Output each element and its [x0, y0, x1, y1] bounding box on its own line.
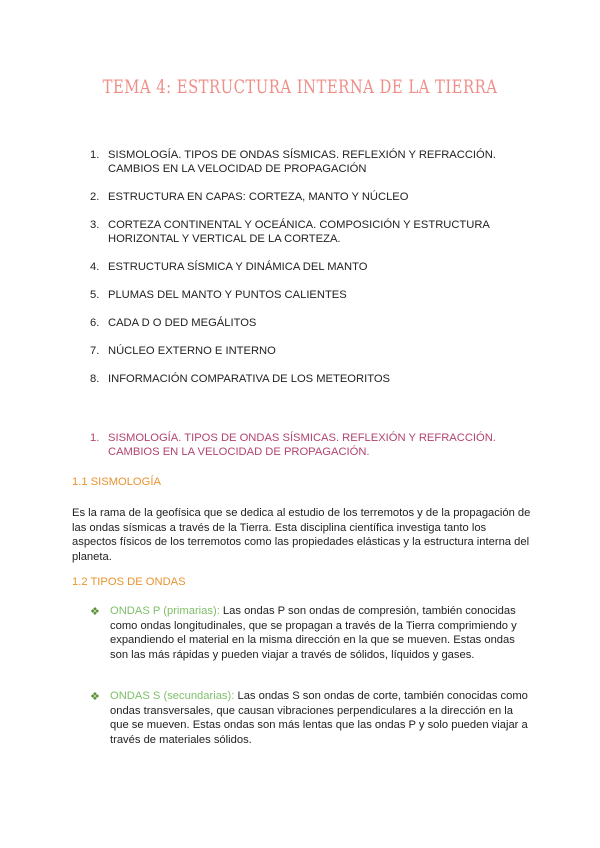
- table-of-contents: [90, 148, 530, 400]
- bullet-text: Las ondas P son ondas de compresión, también conocidas como ondas longitudinales, que se propagan a través de la Tierra comprimiendo y expandiendo el material en la misma dirección en la que se mueven. Estas ondas son las más rápidas y pueden viajar a través de sólidos, líquidos y gases.: [110, 605, 517, 661]
- toc-item: 2. ESTRUCTURA EN CAPAS: CORTEZA, MANTO Y NÚCLEO: [90, 191, 409, 203]
- diamond-bullet-icon: ❖: [90, 691, 100, 703]
- toc-item: 7. NÚCLEO EXTERNO E INTERNO: [90, 345, 276, 357]
- list-item: [90, 689, 530, 747]
- bullet-text: Las ondas S son ondas de corte, también conocidas como ondas transversales, que causan vibraciones perpendiculares a la dirección en la que se mueven. Estas ondas son más lentas que las ondas P y solo pueden viajar a través de materiales sólidos.: [110, 690, 528, 746]
- section-heading: [90, 431, 530, 459]
- list-item: [90, 604, 530, 662]
- page-title: TEMA 4: ESTRUCTURA INTERNA DE LA TIERRA: [102, 76, 498, 98]
- diamond-bullet-icon: ❖: [90, 606, 100, 618]
- subsection-title-sismologia: 1.1 SISMOLOGÍA: [72, 476, 161, 488]
- bullet-label: ONDAS P (primarias):: [110, 605, 220, 617]
- toc-item: 3. CORTEZA CONTINENTAL Y OCEÁNICA. COMPOSICIÓN Y ESTRUCTURA HORIZONTAL Y VERTICAL DE LA CORTEZA.: [90, 219, 490, 245]
- section-heading-text: SISMOLOGÍA. TIPOS DE ONDAS SÍSMICAS. REFLEXIÓN Y REFRACCIÓN. CAMBIOS EN LA VELOCIDAD DE PROPAGACIÓN.: [108, 432, 496, 458]
- section-number: 1.: [90, 432, 100, 444]
- toc-item: 8. INFORMACIÓN COMPARATIVA DE LOS METEORITOS: [90, 373, 390, 385]
- subsection-title-tipos-ondas: 1.2 TIPOS DE ONDAS: [72, 576, 186, 588]
- toc-item: 4. ESTRUCTURA SÍSMICA Y DINÁMICA DEL MANTO: [90, 261, 368, 273]
- bullet-label: ONDAS S (secundarias):: [110, 690, 235, 702]
- toc-item: 1. SISMOLOGÍA. TIPOS DE ONDAS SÍSMICAS. REFLEXIÓN Y REFRACCIÓN. CAMBIOS EN LA VELOCIDAD DE PROPAGACIÓN: [90, 149, 496, 175]
- paragraph-sismologia: Es la rama de la geofísica que se dedica al estudio de los terremotos y de la propagación de las ondas sísmicas a través de la Tierra. Esta disciplina científica investiga tanto los aspectos físicos de los terremotos como las propiedades elásticas y la estructura interna del planeta.: [72, 507, 531, 563]
- toc-item: 5. PLUMAS DEL MANTO Y PUNTOS CALIENTES: [90, 289, 347, 301]
- toc-item: 6. CADA D O DED MEGÁLITOS: [90, 317, 257, 329]
